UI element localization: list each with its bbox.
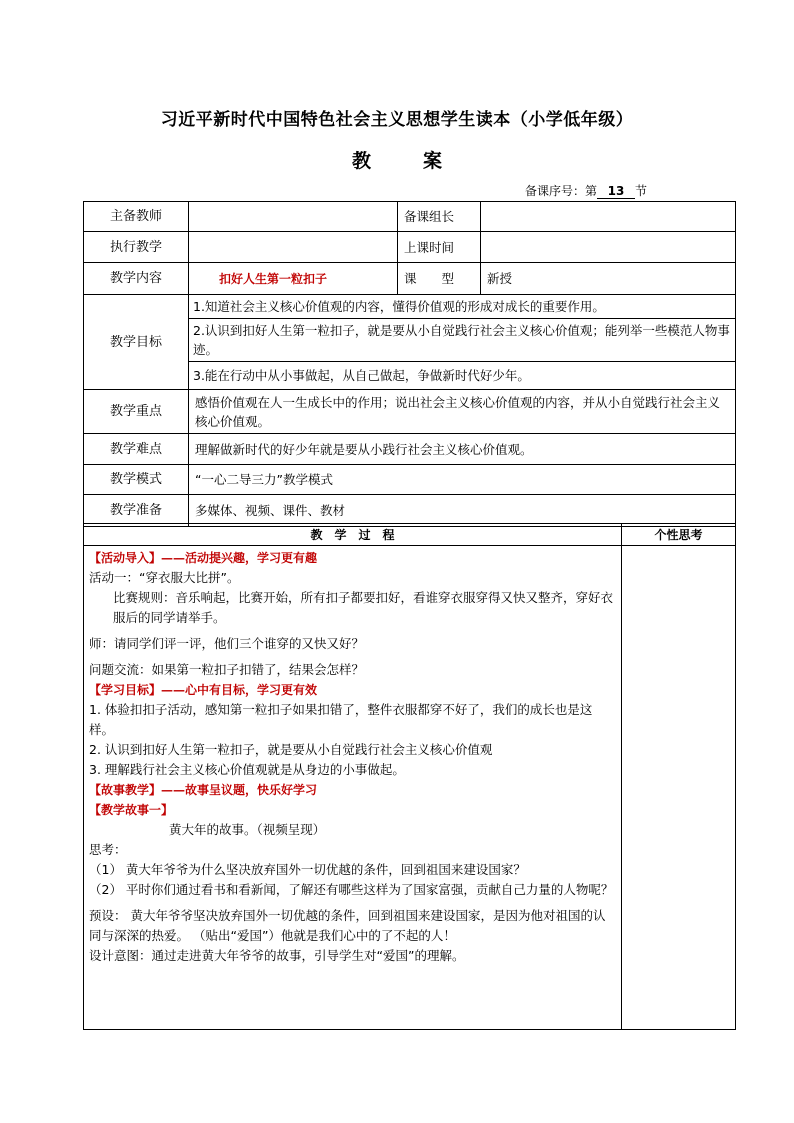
goal-item: 3.能在行动中从小事做起，从自己做起，争做新时代好少年。 — [193, 368, 530, 383]
think-question-2: （2） 平时你们通过看书和看新闻，了解还有哪些这样为了国家富强，贡献自己力量的人物呢？ — [89, 882, 614, 897]
row-content — [84, 263, 736, 295]
think-label: 思考： — [89, 842, 127, 857]
discussion-question: 问题交流：如果第一粒扣子扣错了，结果会怎样？ — [89, 662, 365, 677]
goal-list — [189, 295, 736, 390]
sequence-label: 备课序号：第 — [525, 184, 598, 198]
mode-label: 教学模式 — [84, 465, 189, 495]
difficulty-label: 教学难点 — [84, 434, 189, 465]
sequence-suffix: 节 — [635, 184, 648, 198]
personal-thoughts-cell[interactable] — [622, 546, 736, 1030]
sequence-number: 13 — [597, 184, 635, 199]
process-content — [85, 547, 620, 968]
subtitle-char-2: 案 — [423, 150, 443, 172]
objective-item: 3. 理解践行社会主义核心价值观就是从身边的小事做起。 — [89, 762, 405, 777]
mode-value: “一心二导三力”教学模式 — [189, 465, 736, 495]
document-title: 习近平新时代中国特色社会主义思想学生读本（小学低年级） — [160, 110, 634, 130]
prep-label: 教学准备 — [84, 495, 189, 527]
exec-value[interactable] — [189, 232, 398, 263]
teacher-value[interactable] — [189, 202, 398, 232]
row-teacher — [84, 202, 736, 232]
objective-item: 2. 认识到扣好人生第一粒扣子，就是要从小自觉践行社会主义核心价值观 — [89, 742, 493, 757]
lesson-sequence — [525, 182, 647, 199]
activity-rules: 比赛规则：音乐响起，比赛开始，所有扣子都要扣好，看谁穿衣服穿得又快又整齐，穿好衣服后的同学请举手。 — [113, 590, 614, 625]
think-question-1: （1） 黄大年爷爷为什么坚决放弃国外一切优越的条件，回到祖国来建设国家？ — [89, 862, 526, 877]
activity-one: 活动一：“穿衣服大比拼”。 — [89, 570, 240, 585]
process-body-row — [84, 546, 736, 1030]
row-key — [84, 390, 736, 434]
subtitle-char-1: 教 — [351, 150, 371, 172]
content-label: 教学内容 — [84, 263, 189, 295]
type-value: 新授 — [481, 263, 736, 295]
leader-value[interactable] — [481, 202, 736, 232]
lesson-info-table — [83, 201, 736, 527]
time-label: 上课时间 — [398, 232, 481, 263]
exec-label: 执行教学 — [84, 232, 189, 263]
teaching-process-table — [83, 523, 736, 1030]
preset-answer: 预设： 黄大年爷爷坚决放弃国外一切优越的条件，回到祖国来建设国家，是因为他对祖国的认同与深深的热爱。 （贴出“爱国”）他就是我们心中的了不起的人！ — [89, 908, 606, 943]
row-exec — [84, 232, 736, 263]
story-one-desc: 黄大年的故事。（视频呈现） — [169, 822, 326, 837]
difficulty-value: 理解做新时代的好少年就是要从小践行社会主义核心价值观。 — [189, 434, 736, 465]
section-story-title: 【故事教学】——故事呈议题，快乐好学习 — [89, 783, 318, 797]
time-value[interactable] — [481, 232, 736, 263]
personal-thoughts-header: 个性思考 — [622, 524, 736, 546]
design-intent: 设计意图：通过走进黄大年爷爷的故事，引导学生对“爱国”的理解。 — [89, 948, 465, 963]
objective-item: 1. 体验扣扣子活动，感知第一粒扣子如果扣错了，整件衣服都穿不好了，我们的成长也是这样。 — [89, 702, 593, 737]
document-subtitle — [0, 146, 794, 173]
section-warmup-title: 【活动导入】——活动提兴趣，学习更有趣 — [89, 551, 318, 565]
prep-value: 多媒体、视频、课件、教材 — [189, 495, 736, 527]
key-label: 教学重点 — [84, 390, 189, 434]
leader-label: 备课组长 — [398, 202, 481, 232]
process-header-row — [84, 524, 736, 546]
row-mode — [84, 465, 736, 495]
teacher-question: 师：请同学们评一评，他们三个谁穿的又快又好？ — [89, 636, 365, 651]
story-one-title: 【教学故事一】 — [89, 803, 174, 817]
process-header: 教 学 过 程 — [84, 524, 622, 546]
section-objectives-title: 【学习目标】——心中有目标，学习更有效 — [89, 683, 318, 697]
teacher-label: 主备教师 — [84, 202, 189, 232]
row-goals — [84, 295, 736, 390]
type-label: 课 型 — [398, 263, 481, 295]
content-value: 扣好人生第一粒扣子 — [219, 271, 328, 286]
goal-item: 2.认识到扣好人生第一粒扣子，就是要从小自觉践行社会主义核心价值观；能列举一些模范人物事迹。 — [189, 319, 735, 362]
goal-item: 1.知道社会主义核心价值观的内容，懂得价值观的形成对成长的重要作用。 — [189, 295, 735, 319]
goal-label: 教学目标 — [84, 295, 189, 390]
key-value: 感悟价值观在人一生成长中的作用；说出社会主义核心价值观的内容，并从小自觉践行社会主义核心价值观。 — [189, 390, 736, 434]
row-difficulty — [84, 434, 736, 465]
row-prep — [84, 495, 736, 527]
